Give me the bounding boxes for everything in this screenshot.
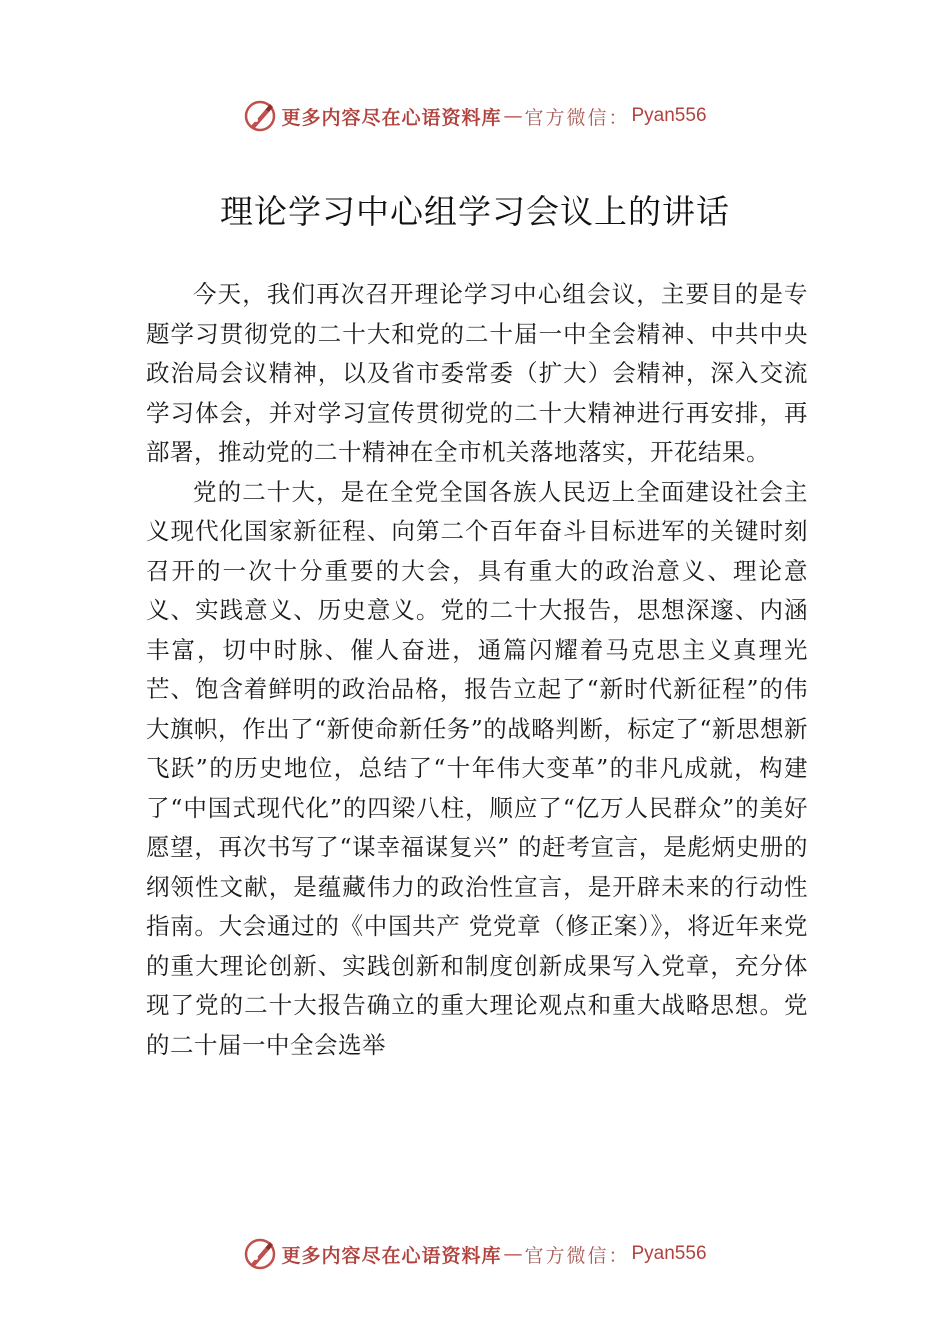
pen-logo-icon [243,99,277,133]
banner-wechat-id: Pyan556 [631,105,707,126]
banner-wechat-label: 官方微信： [524,1244,630,1267]
pen-logo-icon [243,1237,277,1271]
banner-wechat-id: Pyan556 [631,1243,707,1264]
paragraph: 今天，我们再次召开理论学习中心组会议，主要目的是专题学习贯彻党的二十大和党的二十届一中全会精神、中共中央政治局会议精神，以及省市委常委（扩大）会精神，深入交流学习体会，并对学习宣传贯彻党的二十大精神进行再安排，再部署，推动党的二十精神在全市机关落地落实，开花结果。 [146,280,808,466]
footer-banner [0,1234,950,1274]
document-title: 理论学习中心组学习会议上的讲话 [220,192,730,231]
banner-wechat-label: 官方微信： [524,106,630,129]
paragraph: 党的二十大，是在全党全国各族人民迈上全面建设社会主义现代化国家新征程、向第二个百年奋斗目标进军的关键时刻召开的一次十分重要的大会，具有重大的政治意义、理论意义、实践意义、历史意义。党的二十大报告，思想深邃、内涵丰富，切中时脉、催人奋进，通篇闪耀着马克思主义真理光芒、饱含着鲜明的政治品格，报告立起了“新时代新征程”的伟大旗帜，作出了“新使命新任务”的战略判断，标定了“新思想新飞跃”的历史地位，总结了“十年伟大变革”的非凡成就，构建了“中国式现代化”的四梁八柱，顺应了“亿万人民群众”的美好愿望，再次书写了“谋幸福谋复兴” 的赶考宣言，是彪炳史册的纲领性文献，是蕴藏伟力的政治性宣言，是开辟未来的行动性指南。大会通过的《中国共产 党党章（修正案）》，将近年来党的重大理论创新、实践创新和制度创新成果写入党章，充分体现了党的二十大报告确立的重大理论观点和重大战略思想。党的二十届一中全会选举 [146,477,808,1059]
banner-separator: — [503,105,523,127]
banner-separator: — [503,1243,523,1265]
document-body [146,275,808,1065]
banner-main-text: 更多内容尽在心语资料库 [281,1244,502,1267]
banner-main-text: 更多内容尽在心语资料库 [281,106,502,129]
header-banner [0,96,950,136]
